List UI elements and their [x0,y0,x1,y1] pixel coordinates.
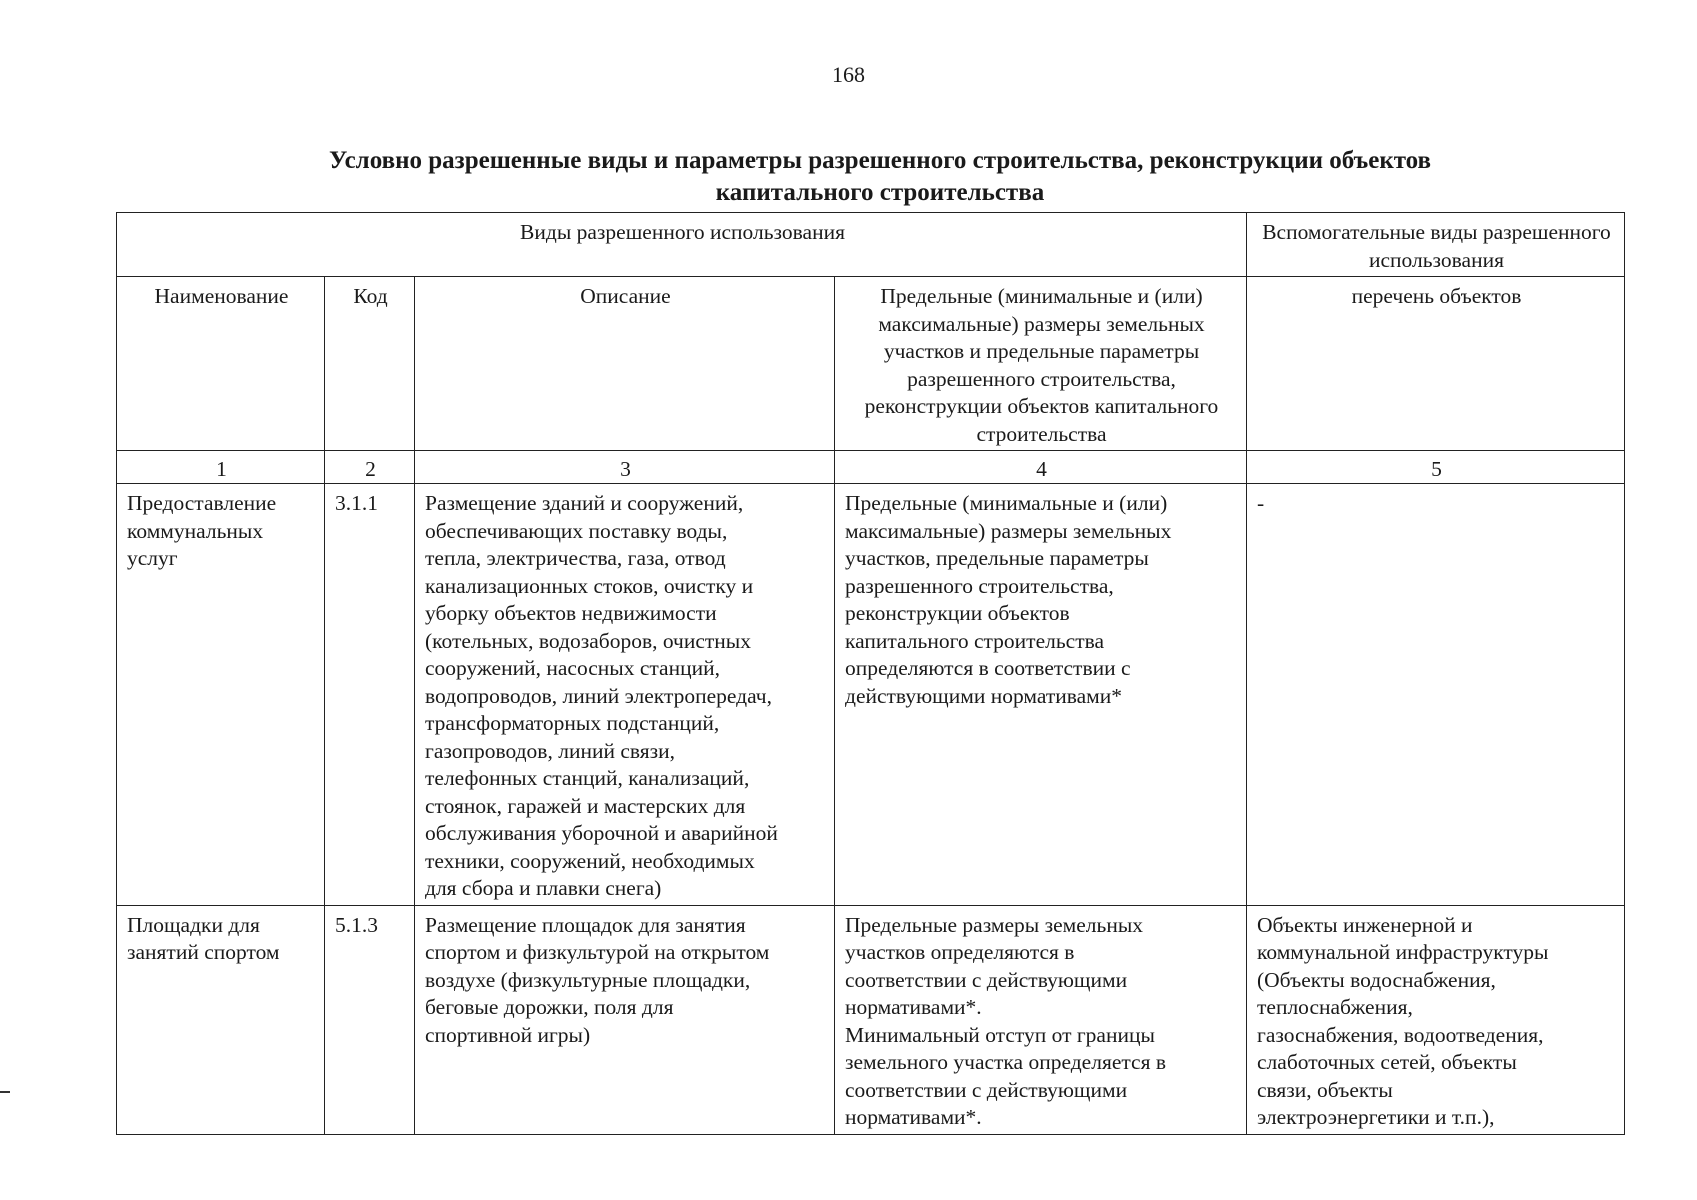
cell-code: 3.1.1 [325,484,415,906]
table-header-columns-row [117,277,1625,451]
cell-limits: Предельные (минимальные и (или) максимальные) размеры земельных участков, предельные параметры разрешенного строительства, реконструкции объектов капитального строительства определяются в соответствии с действующими нормативами* [835,484,1247,906]
column-header-name: Наименование [117,277,325,451]
cell-description: Размещение площадок для занятия спортом и физкультурой на открытом воздухе (физкультурные площадки, беговые дорожки, поля для спортивной игры) [415,905,835,1134]
cell-limits: Предельные размеры земельных участков определяются в соответствии с действующими нормативами*. Минимальный отступ от границы земельного участка определяется в соответствии с действующими нормативами*. [835,905,1247,1134]
cell-auxiliary: Объекты инженерной и коммунальной инфраструктуры (Объекты водоснабжения, теплоснабжения, газоснабжения, водоотведения, слаботочных сетей, объекты связи, объекты электроэнергетики и т.п.), [1247,905,1625,1134]
column-header-limits: Предельные (минимальные и (или) максимальные) размеры земельных участков и предельные параметры разрешенного строительства, реконструкции объектов капитального строительства [835,277,1247,451]
page-number: 168 [832,62,865,87]
cell-code: 5.1.3 [325,905,415,1134]
column-header-code: Код [325,277,415,451]
column-number: 4 [835,451,1247,484]
cell-name: Площадки для занятий спортом [117,905,325,1134]
table-header-group-row [117,213,1625,277]
column-numbers-row [117,451,1625,484]
column-number: 1 [117,451,325,484]
cell-description: Размещение зданий и сооружений, обеспечивающих поставку воды, тепла, электричества, газа, отвод канализационных стоков, очистку и уборку объектов недвижимости (котельных, водозаборов, очистных сооружений, насосных станций, водопроводов, линий электропередач, трансформаторных подстанций, газопроводов, линий связи, телефонных станций, канализаций, стоянок, гаражей и мастерских для обслуживания уборочной и аварийной техники, сооружений, необходимых для сбора и плавки снега) [415,484,835,906]
column-number: 5 [1247,451,1625,484]
column-header-objects: перечень объектов [1247,277,1625,451]
land-use-table [116,212,1625,1135]
column-header-description: Описание [415,277,835,451]
cell-name: Предоставление коммунальных услуг [117,484,325,906]
title-line-2: капитального строительства [715,179,1045,206]
header-auxiliary-uses: Вспомогательные виды разрешенного использования [1247,213,1625,277]
column-number: 2 [325,451,415,484]
header-permitted-uses: Виды разрешенного использования [117,213,1247,277]
margin-mark [0,1091,10,1093]
column-number: 3 [415,451,835,484]
title-line-1: Условно разрешенные виды и параметры разрешенного строительства, реконструкции объектов [328,147,1432,174]
document-title [230,145,1530,209]
table-row [117,484,1625,906]
table-row [117,905,1625,1134]
cell-auxiliary: - [1247,484,1625,906]
